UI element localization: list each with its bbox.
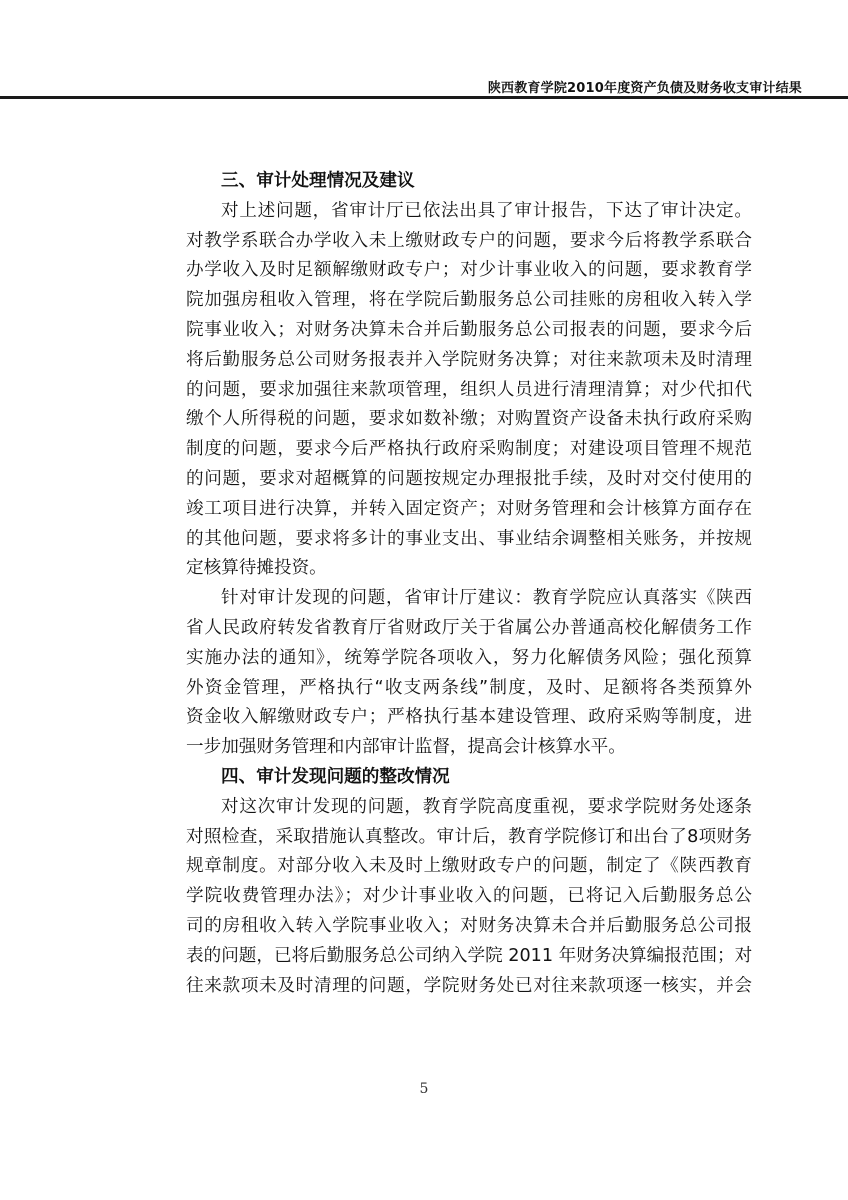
text-line: 外资金管理，严格执行“收支两条线”制度，及时、足额将各类预算外: [186, 677, 752, 698]
text-line: 针对审计发现的问题，省审计厅建议：教育学院应认真落实《陕西: [221, 588, 752, 609]
text-line: 往来款项未及时清理的问题，学院财务处已对往来款项逐一核实，并会: [186, 975, 752, 996]
section-heading: 三、审计处理情况及建议: [221, 171, 415, 191]
header-divider: [0, 96, 848, 99]
text-line: 院加强房租收入管理，将在学院后勤服务总公司挂账的房租收入转入学: [186, 290, 752, 311]
section-audit-handling: [186, 167, 752, 763]
document-body: [186, 167, 752, 1001]
text-line: 竣工项目进行决算，并转入固定资产；对财务管理和会计核算方面存在: [186, 498, 752, 519]
text-line: 院事业收入；对财务决算未合并后勤服务总公司报表的问题，要求今后: [186, 319, 752, 340]
text-line: 对上述问题，省审计厅已依法出具了审计报告，下达了审计决定。: [221, 200, 752, 221]
paragraph: [186, 197, 752, 584]
section-heading: 四、审计发现问题的整改情况: [221, 766, 450, 787]
section-rectification: [186, 763, 752, 1001]
text-line: 办学收入及时足额解缴财政专户；对少计事业收入的问题，要求教育学: [186, 260, 752, 281]
text-line: 的其他问题，要求将多计的事业支出、事业结余调整相关账务，并按规: [186, 528, 752, 549]
paragraph: [186, 584, 752, 763]
text-line: 资金收入解缴财政专户；严格执行基本建设管理、政府采购等制度，进: [186, 707, 752, 728]
text-line: 的问题，要求加强往来款项管理，组织人员进行清理清算；对少代扣代: [186, 379, 752, 400]
text-line: 对这次审计发现的问题，教育学院高度重视，要求学院财务处逐条: [221, 796, 752, 817]
text-line: 学院收费管理办法》；对少计事业收入的问题，已将记入后勤服务总公: [186, 886, 752, 907]
text-line: 将后勤服务总公司财务报表并入学院财务决算；对往来款项未及时清理: [186, 349, 752, 370]
text-line: 规章制度。对部分收入未及时上缴财政专户的问题，制定了《陕西教育: [186, 856, 752, 877]
page-number: 5: [419, 1081, 429, 1097]
running-header: [0, 68, 848, 98]
text-line: 对教学系联合办学收入未上缴财政专户的问题，要求今后将教学系联合: [186, 230, 752, 251]
text-line: 实施办法的通知》，统筹学院各项收入，努力化解债务风险；强化预算: [186, 647, 752, 668]
text-line: 司的房租收入转入学院事业收入；对财务决算未合并后勤服务总公司报: [186, 915, 752, 936]
text-line: 制度的问题，要求今后严格执行政府采购制度；对建设项目管理不规范: [186, 439, 752, 460]
text-line: 对照检查，采取措施认真整改。审计后，教育学院修订和出台了8项财务: [186, 826, 752, 847]
text-line: 定核算待摊投资。: [186, 558, 327, 579]
text-line: 省人民政府转发省教育厅省财政厅关于省属公办普通高校化解债务工作: [186, 617, 752, 638]
paragraph: [186, 793, 752, 1002]
text-line: 缴个人所得税的问题，要求如数补缴；对购置资产设备未执行政府采购: [186, 409, 752, 430]
text-line: 一步加强财务管理和内部审计监督，提高会计核算水平。: [186, 737, 626, 758]
header-title: 陕西教育学院2010年度资产负债及财务收支审计结果: [487, 81, 802, 96]
text-line: 表的问题，已将后勤服务总公司纳入学院 2011 年财务决算编报范围；对: [186, 945, 753, 966]
text-line: 的问题，要求对超概算的问题按规定办理报批手续，及时对交付使用的: [186, 468, 752, 489]
